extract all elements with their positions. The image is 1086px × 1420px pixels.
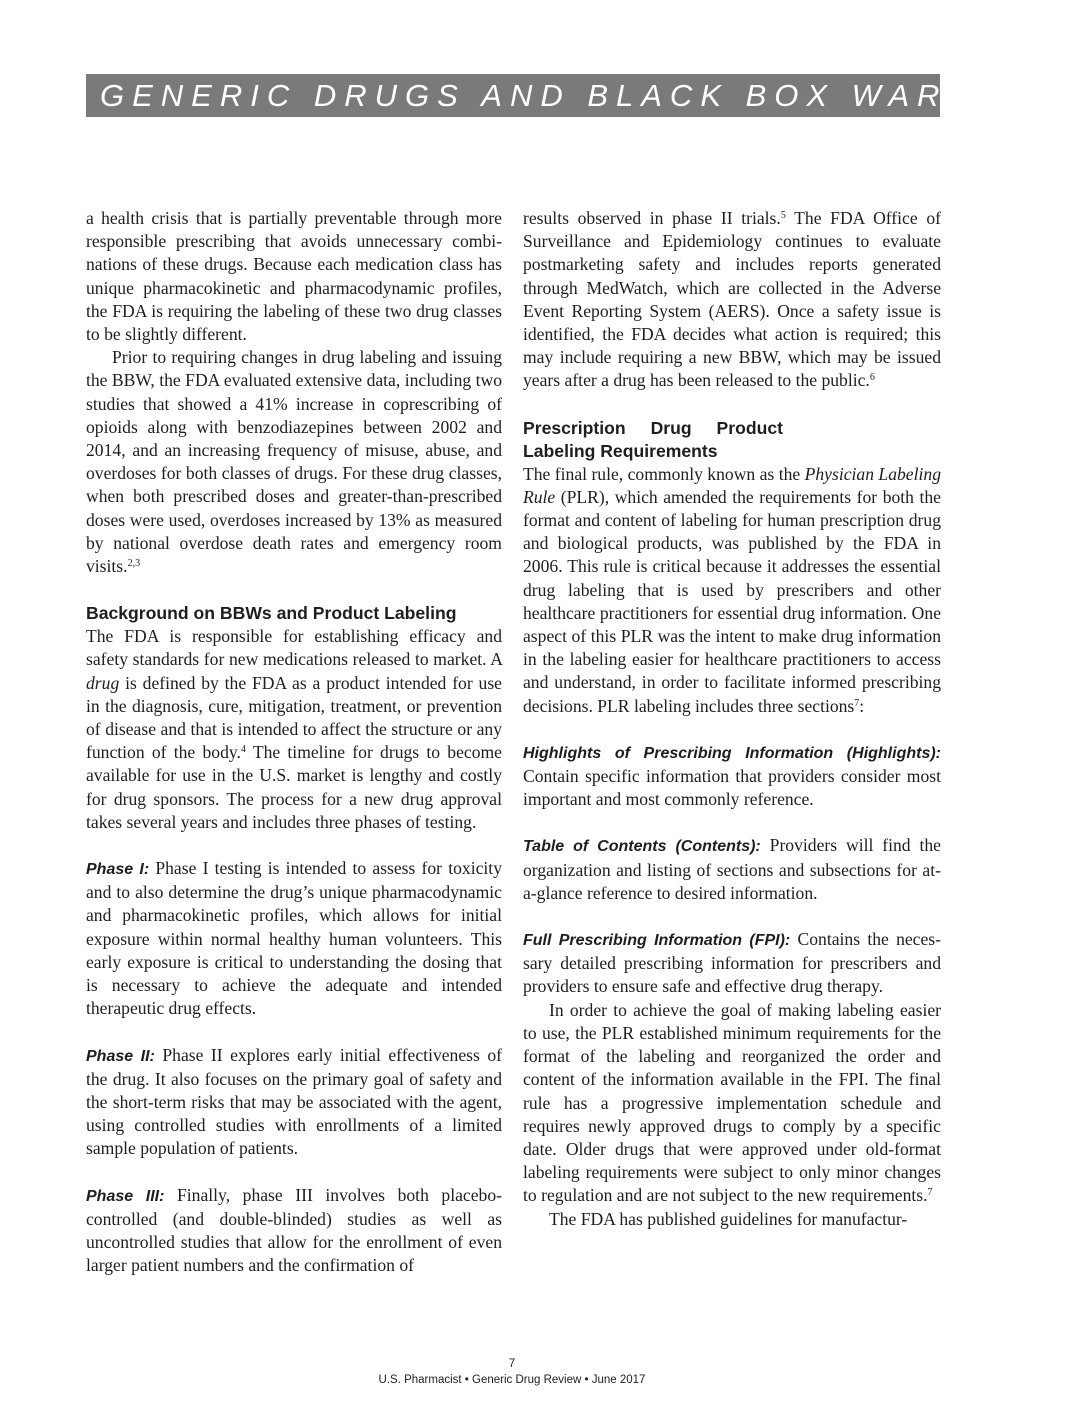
fpi-term: Full Prescribing Information (FPI): (523, 932, 791, 950)
contents-definition (523, 834, 941, 905)
paragraph-background-text-3: The timeline for drugs to become available for use in the U.S. market is lengthy and costly for drug sponsors. The process for a new drug approval takes several years and includes three phases of testing. (86, 742, 502, 832)
phase-2-definition (86, 1044, 502, 1161)
highlights-term: Highlights of Prescribing Information (Highlights): (523, 744, 941, 762)
contents-term: Table of Contents (Contents): (523, 838, 761, 856)
paragraph-plr (523, 463, 941, 718)
paragraph-intro-text: a health crisis that is partially preventable through more responsible prescribing that avoids unnecessary combinations of these drugs. Because each medication class has unique pharmacokinetic and pharmacodynamic profiles, the FDA is requiring the labeling of these two drug classes to be slightly different. (86, 208, 502, 345)
paragraph-goal-text: In order to achieve the goal of making labeling easier to use, the PLR established minimum requirements for the format of the labeling and reorganized the order and content of the information available in the FPI. The final rule has a progressive implementation schedule and requires newly approved drugs to comply by a specific date. Older drugs that were approved under old-format labeling requirements were subject to only minor changes to regulation and are not subject to the new requirements. (523, 999, 941, 1206)
reference-superscript: 7 (854, 697, 860, 709)
paragraph-guidelines (523, 1208, 941, 1231)
page-number: 7 (508, 1358, 516, 1370)
phase-3-definition (86, 1184, 502, 1278)
phase-2-term: Phase II: (86, 1047, 155, 1065)
header-banner (86, 74, 1086, 117)
publication-line: U.S. Pharmacist • Generic Drug Review • June 2017 (378, 1374, 646, 1386)
fpi-text: Contains the necessary detailed prescribing information for prescribers and providers to ensure safe and effective drug therapy. (523, 929, 941, 997)
phase-3-text: Finally, phase III involves both placebo-controlled (and double-blinded) studies as well as uncontrolled studies that allow for the enrollment of even larger patient numbers and the confirmation of (86, 1184, 502, 1276)
reference-superscript: 4 (240, 744, 246, 756)
phase-1-term: Phase I: (86, 861, 150, 879)
paragraph-plr-text-3: : (859, 695, 865, 716)
paragraph-background-text: The FDA is responsible for establishing efficacy and safety standards for new medications released to market. A (86, 626, 502, 670)
term-drug: drug (86, 672, 120, 693)
paragraph-guidelines-text: The FDA has published guidelines for manufactur- (549, 1208, 908, 1229)
fpi-definition (523, 928, 941, 999)
right-column (523, 207, 941, 1231)
paragraph-prior-text: Prior to requiring changes in drug labeling and issuing the BBW, the FDA evaluated extensive data, including two studies that showed a 41% increase in coprescribing of opioids along with benzodiazepines between 2002 and 2014, and an increasing frequency of misuse, abuse, and overdoses for both classes of drugs. For these drug classes, when both prescribed doses and greater-than-prescribed doses were used, overdoses increased by 13% as measured by national overdose death rates and emergency room visits. (86, 347, 502, 577)
paragraph-prior (86, 346, 502, 578)
reference-superscript: 7 (927, 1187, 933, 1199)
paragraph-background-text-2: is defined by the FDA as a product intended for use in the diagnosis, cure, mitigation, treatment, or prevention of disease and that is intended to affect the structure or any function of the body. (86, 672, 502, 763)
page-footer (0, 1356, 1024, 1388)
reference-superscript: 6 (869, 372, 875, 384)
paragraph-goal (523, 999, 941, 1208)
paragraph-background (86, 625, 502, 834)
contents-text: Providers will find the organization and listing of sections and subsections for at-a-glance reference to desired information. (523, 835, 941, 903)
left-column (86, 207, 502, 1277)
phase-1-text: Phase I testing is intended to assess for toxicity and to also determine the drug’s unique pharmacodynamic and pharmacokinetic profiles, which allows for initial exposure within normal healthy human volunteers. This early exposure is critical to understanding the dosing that is necessary to achieve the adequate and intended therapeutic drug effects. (86, 858, 502, 1019)
paragraph-intro (86, 207, 502, 346)
paragraph-plr-text-2: (PLR), which amended the requirements for both the format and content of labeling for human prescription drug and biological products, was published by the FDA in 2006. This rule is critical because it addresses the essential drug labeling that is used by prescribers and other healthcare practitioners for essential drug information. One aspect of this PLR was the intent to make drug information in the labeling easier for healthcare practitioners to access and understand, in order to facilitate informed prescribing decisions. PLR labeling includes three sections (523, 486, 941, 716)
reference-superscript: 5 (780, 210, 786, 221)
paragraph-plr-text: The final rule, commonly known as the (523, 463, 805, 484)
heading-prescription-labeling: Prescription Drug Product Labeling Requirements (523, 417, 783, 461)
highlights-text: Contain specific information that providers consider most important and most commonly reference. (523, 766, 941, 810)
paragraph-results-text: results observed in phase II trials. (523, 208, 781, 228)
heading-background: Background on BBWs and Product Labeling (86, 603, 457, 624)
phase-3-term: Phase III: (86, 1187, 165, 1205)
header-title: GENERIC DRUGS AND BLACK BOX WARNINGS (100, 78, 1086, 113)
phase-2-text: Phase II explores early initial effectiveness of the drug. It also focuses on the primary goal of safety and the short-term risks that may be associated with the agent, using controlled studies with enrollments of a limited sample population of patients. (86, 1044, 502, 1159)
paragraph-results-text-2: The FDA Office of Surveillance and Epidemiology continues to evaluate postmarketing safety and includes reports generated through MedWatch, which are collected in the Adverse Event Reporting System (AERS). Once a safety issue is identified, the FDA decides what action is required; this may include requiring a new BBW, which may be issued years after a drug has been released to the public. (523, 208, 941, 391)
term-physician-labeling-rule: Physician Labeling Rule (523, 463, 941, 507)
paragraph-results (523, 207, 941, 393)
highlights-definition (523, 741, 941, 812)
phase-1-definition (86, 857, 502, 1020)
reference-superscript: 2,3 (127, 558, 141, 570)
